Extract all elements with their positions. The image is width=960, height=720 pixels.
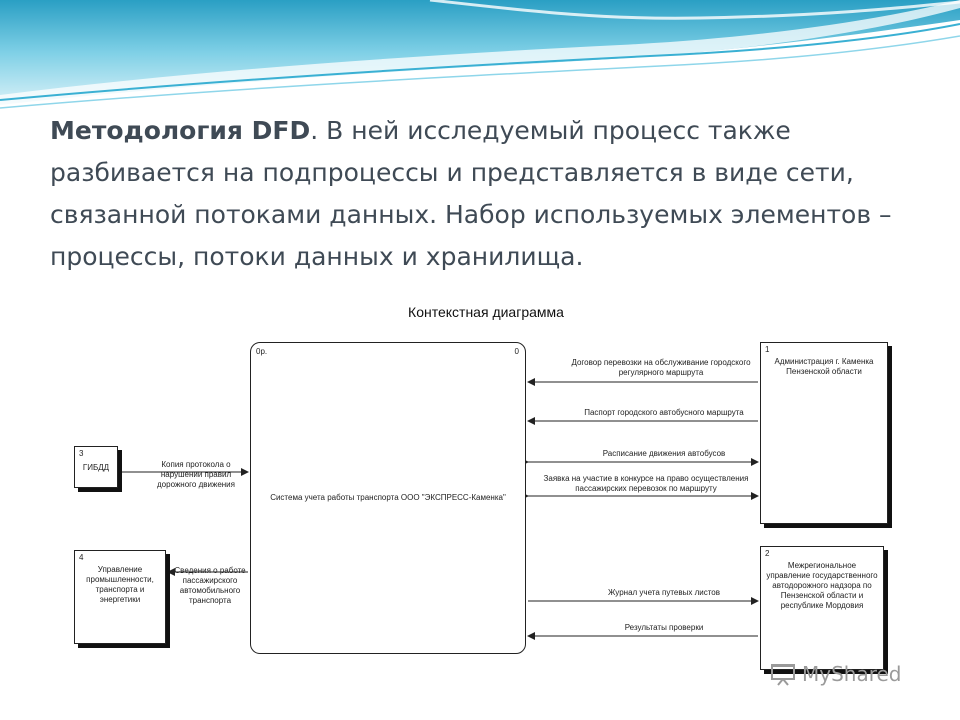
watermark-text: MyShared	[802, 662, 902, 686]
entity-road-supervision	[760, 546, 884, 670]
entity-number: 2	[765, 549, 770, 558]
flow-label-schedule: Расписание движения автобусов	[602, 449, 726, 458]
flow-label-journal: Журнал учета путевых листов	[608, 588, 720, 597]
entity-name: Межрегиональное управление государственного автодорожного надзора по Пензенской области и республике Мордовия	[766, 561, 878, 610]
diagram-title: Контекстная диаграмма	[408, 304, 564, 320]
process-box	[250, 342, 526, 654]
flow-label-passport: Паспорт городского автобусного маршрута	[584, 408, 744, 417]
flow-label-protocol: Копия протокола о нарушении правил дорожного движения	[157, 460, 235, 489]
entity-number: 3	[79, 449, 84, 458]
entity-number: 1	[765, 345, 770, 354]
intro-text	[50, 110, 910, 278]
watermark	[770, 662, 902, 686]
process-number: 0	[514, 347, 519, 356]
entity-name: Администрация г. Каменка Пензенской области	[774, 357, 874, 376]
presentation-icon	[770, 662, 796, 686]
process-name: Система учета работы транспорта ООО "ЭКСПРЕСС-Каменка"	[270, 493, 506, 502]
entity-administration	[760, 342, 888, 524]
flow-label-application: Заявка на участие в конкурсе на право осуществления пассажирских перевозок по маршруту	[543, 474, 749, 493]
flow-label-report: Сведения о работе пассажирского автомобильного транспорта	[174, 566, 246, 605]
entity-name: Управление промышленности, транспорта и энергетики	[86, 565, 154, 604]
entity-number: 4	[79, 553, 84, 562]
entity-industry-department	[74, 550, 166, 644]
flow-label-contract: Договор перевозки на обслуживание городского регулярного маршрута	[571, 358, 751, 377]
entity-name: ГИБДД	[82, 463, 110, 472]
process-id: 0р.	[256, 347, 268, 356]
intro-lead: Методология DFD	[50, 116, 311, 145]
flow-label-results: Результаты проверки	[624, 623, 704, 632]
intro-body: . В ней исследуемый процесс также разбивается на подпроцессы и представляется в виде сети, связанной потоками данных. Набор используемых элементов – процессы, потоки данных и хранилища.	[50, 116, 892, 271]
context-diagram	[72, 300, 900, 680]
entity-gibdd	[74, 446, 118, 488]
